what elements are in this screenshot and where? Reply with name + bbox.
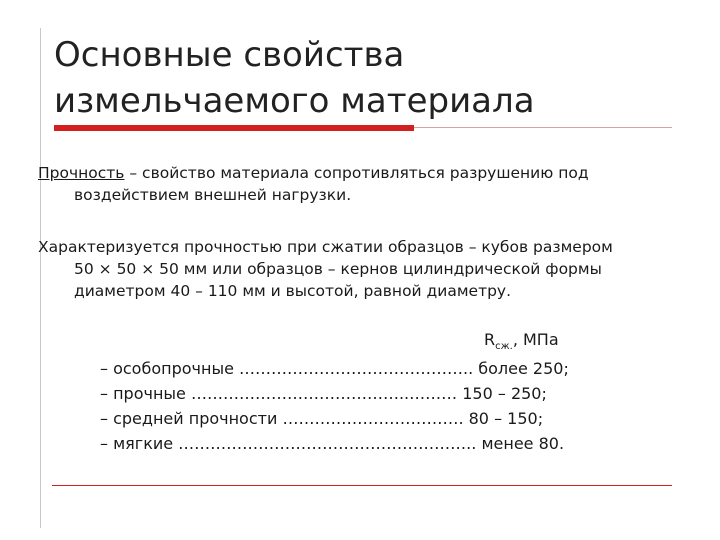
definition-text-line-2: воздействием внешней нагрузки. [74,186,352,204]
strength-definition [38,162,698,206]
unit-suffix: , МПа [512,330,559,349]
slide-title [54,32,535,124]
characterization-line-2: 50 × 50 × 50 мм или образцов – кернов цилиндрической формы [74,260,602,278]
unit-symbol: R [484,330,496,349]
definition-text-line-1: – свойство материала сопротивляться разрушению под [124,164,589,182]
list-item: – мягкие ……………………………………………….. менее 80. [100,434,565,453]
characterization-line-1: Характеризуется прочностью при сжатии образцов – кубов размером [38,238,613,256]
strength-term: Прочность [38,164,125,182]
characterization-line-3: диаметром 40 – 110 мм и высотой, равной диаметру. [74,282,512,300]
unit-subscript: сж. [495,341,513,353]
list-item: – особопрочные …………………………………….. более 250; [100,359,569,378]
title-underline-red [54,125,414,131]
strength-classes-list [100,356,620,456]
title-underline-thin [414,127,672,128]
unit-label [484,330,559,352]
list-item: – средней прочности ……………………………. 80 – 150; [100,409,544,428]
title-line-2: измельчаемого материала [54,81,535,121]
characterization-paragraph [38,236,698,302]
bottom-divider-line [52,485,672,486]
title-line-1: Основные свойства [54,35,405,75]
list-item: – прочные …………………………………..……… 150 – 250; [100,384,547,403]
